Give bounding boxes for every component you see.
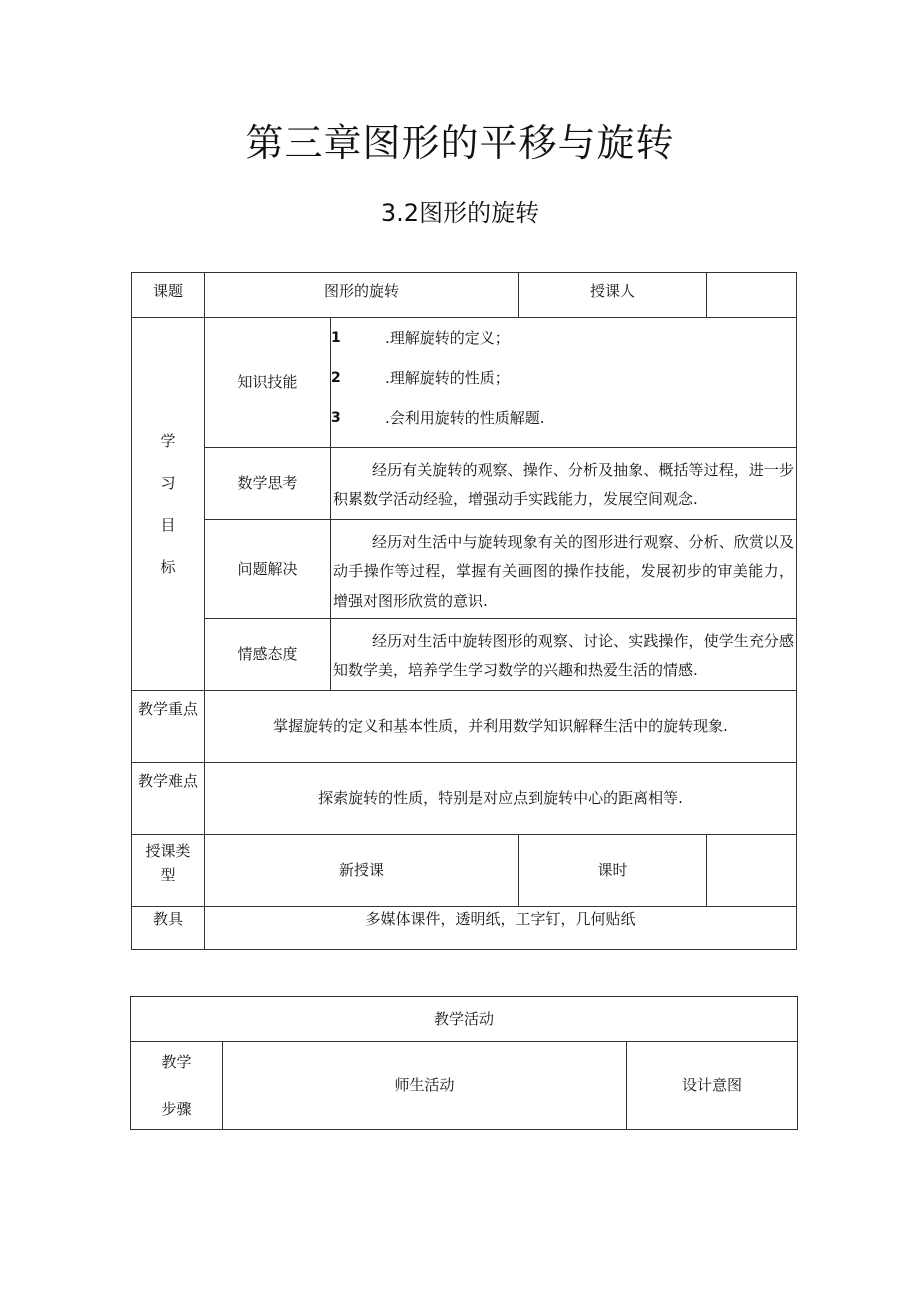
topic-label: 课题	[132, 273, 205, 318]
section-subtitle: 3.2图形的旋转	[380, 199, 540, 227]
emotion-text: 经历对生活中旋转图形的观察、讨论、实践操作，使学生充分感知数学美，培养学生学习数学的兴趣和热爱生活的情感.	[331, 619, 796, 691]
problem-solving-label: 问题解决	[205, 520, 331, 619]
lesson-type-value: 新授课	[205, 835, 519, 907]
lesson-overview-table	[131, 272, 797, 950]
topic-value: 图形的旋转	[205, 273, 519, 318]
steps-label	[131, 1042, 223, 1129]
tools-value: 多媒体课件，透明纸，工字钉，几何贴纸	[365, 910, 636, 928]
lesson-hours-label: 课时	[519, 835, 707, 907]
key-points-text: 掌握旋转的定义和基本性质，并利用数学知识解释生活中的旋转现象.	[205, 691, 796, 763]
goals-char: 目	[160, 516, 176, 534]
knowledge-item	[331, 358, 796, 398]
goals-char: 标	[160, 558, 176, 577]
knowledge-item-number: 1	[331, 329, 341, 346]
key-points-label: 教学重点	[132, 691, 205, 763]
difficulties-label: 教学难点	[132, 763, 205, 835]
document-title: 第三章图形的平移与旋转	[245, 121, 675, 165]
activity-column-header: 师生活动	[223, 1042, 627, 1129]
knowledge-item	[331, 398, 796, 438]
problem-solving-text: 经历对生活中与旋转现象有关的图形进行观察、分析、欣赏以及动手操作等过程，掌握有关画图的操作技能，发展初步的审美能力，增强对图形欣赏的意识.	[331, 520, 796, 619]
goals-char: 习	[160, 473, 176, 492]
lesson-type-label-line: 授课类	[145, 842, 191, 860]
lesson-hours-value	[707, 835, 796, 907]
knowledge-label: 知识技能	[205, 318, 331, 448]
activities-header: 教学活动	[131, 997, 797, 1042]
difficulties-text: 探索旋转的性质，特别是对应点到旋转中心的距离相等.	[205, 763, 796, 835]
steps-label-line: 步骤	[161, 1099, 192, 1118]
knowledge-item	[331, 318, 796, 358]
math-thinking-text: 经历有关旋转的观察、操作、分析及抽象、概括等过程，进一步积累数学活动经验，增强动手实践能力，发展空间观念.	[331, 448, 796, 520]
lesson-type-label	[132, 835, 205, 907]
knowledge-item-text: .会利用旋转的性质解题.	[385, 408, 545, 427]
knowledge-content	[331, 318, 796, 448]
math-thinking-label: 数学思考	[205, 448, 331, 520]
intent-column-header: 设计意图	[681, 1076, 742, 1095]
teaching-activities-table	[130, 996, 798, 1130]
teacher-label: 授课人	[519, 273, 707, 318]
goals-char: 学	[160, 431, 176, 450]
tools-label: 教具	[132, 907, 205, 949]
lesson-type-label-line: 型	[160, 866, 176, 884]
learning-goals-label	[132, 318, 205, 691]
knowledge-item-number: 3	[331, 409, 341, 426]
knowledge-item-text: .理解旋转的定义；	[385, 328, 510, 347]
knowledge-item-number: 2	[331, 369, 341, 386]
knowledge-item-text: .理解旋转的性质；	[385, 368, 510, 387]
teacher-value	[707, 273, 796, 318]
steps-label-line: 教学	[161, 1053, 192, 1072]
emotion-label: 情感态度	[205, 619, 331, 691]
